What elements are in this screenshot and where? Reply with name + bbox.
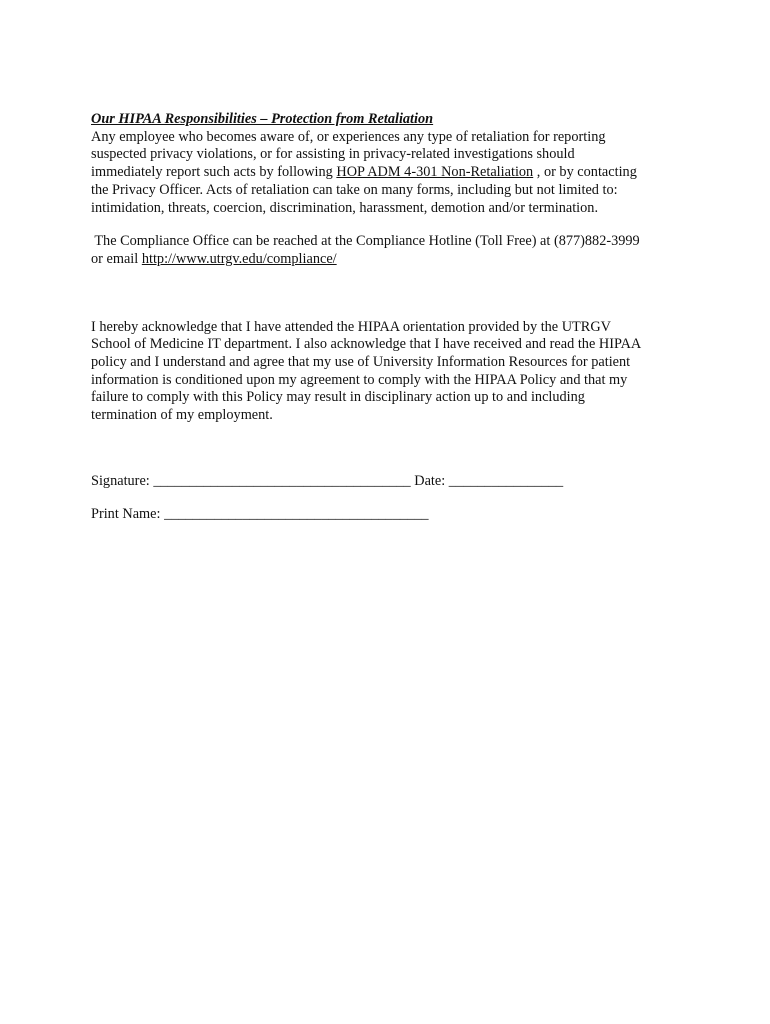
print-name-row xyxy=(91,506,691,524)
policy-link[interactable]: HOP ADM 4-301 Non-Retaliation xyxy=(336,164,534,181)
paragraph-line: The Compliance Office can be reached at the Compliance Hotline (Toll Free) at (877)882-3999 xyxy=(91,233,640,250)
signature-row xyxy=(91,473,691,491)
retaliation-paragraph xyxy=(91,129,691,218)
document-body xyxy=(91,111,691,523)
paragraph-line: I hereby acknowledge that I have attended the HIPAA orientation provided by the UTRGV xyxy=(91,318,611,335)
paragraph-line: policy and I understand and agree that my use of University Information Resources for patient xyxy=(91,354,631,371)
compliance-url-link[interactable]: http://www.utrgv.edu/compliance/ xyxy=(141,250,337,267)
date-label: Date: xyxy=(410,472,449,489)
paragraph-line: termination of my employment. xyxy=(91,407,273,424)
signature-field[interactable]: ____________________________________ xyxy=(153,472,411,489)
paragraph-line: the Privacy Officer. Acts of retaliation can take on many forms, including but not limited to: xyxy=(91,181,618,198)
line-text: immediately report such acts by following xyxy=(91,164,337,181)
paragraph-line: Any employee who becomes aware of, or experiences any type of retaliation for reporting xyxy=(91,128,606,145)
compliance-paragraph xyxy=(91,233,691,268)
line-text: , or by contacting xyxy=(533,164,637,181)
section-heading: Our HIPAA Responsibilities – Protection from Retaliation xyxy=(91,111,434,127)
date-field[interactable]: ________________ xyxy=(448,472,564,489)
paragraph-line: intimidation, threats, coercion, discrimination, harassment, demotion and/or termination. xyxy=(91,199,599,216)
print-name-label: Print Name: xyxy=(91,505,165,522)
paragraph-line: failure to comply with this Policy may result in disciplinary action up to and including xyxy=(91,389,585,406)
paragraph-line xyxy=(91,164,691,182)
line-text: or email xyxy=(91,250,142,267)
paragraph-line: suspected privacy violations, or for assisting in privacy-related investigations should xyxy=(91,146,575,163)
acknowledgement-paragraph xyxy=(91,319,691,425)
signature-label: Signature: xyxy=(91,472,154,489)
paragraph-line: information is conditioned upon my agreement to comply with the HIPAA Policy and that my xyxy=(91,371,628,388)
paragraph-line: School of Medicine IT department. I also acknowledge that I have received and read the HIPAA xyxy=(91,336,642,353)
paragraph-line xyxy=(91,251,691,269)
print-name-field[interactable]: _____________________________________ xyxy=(164,505,429,522)
